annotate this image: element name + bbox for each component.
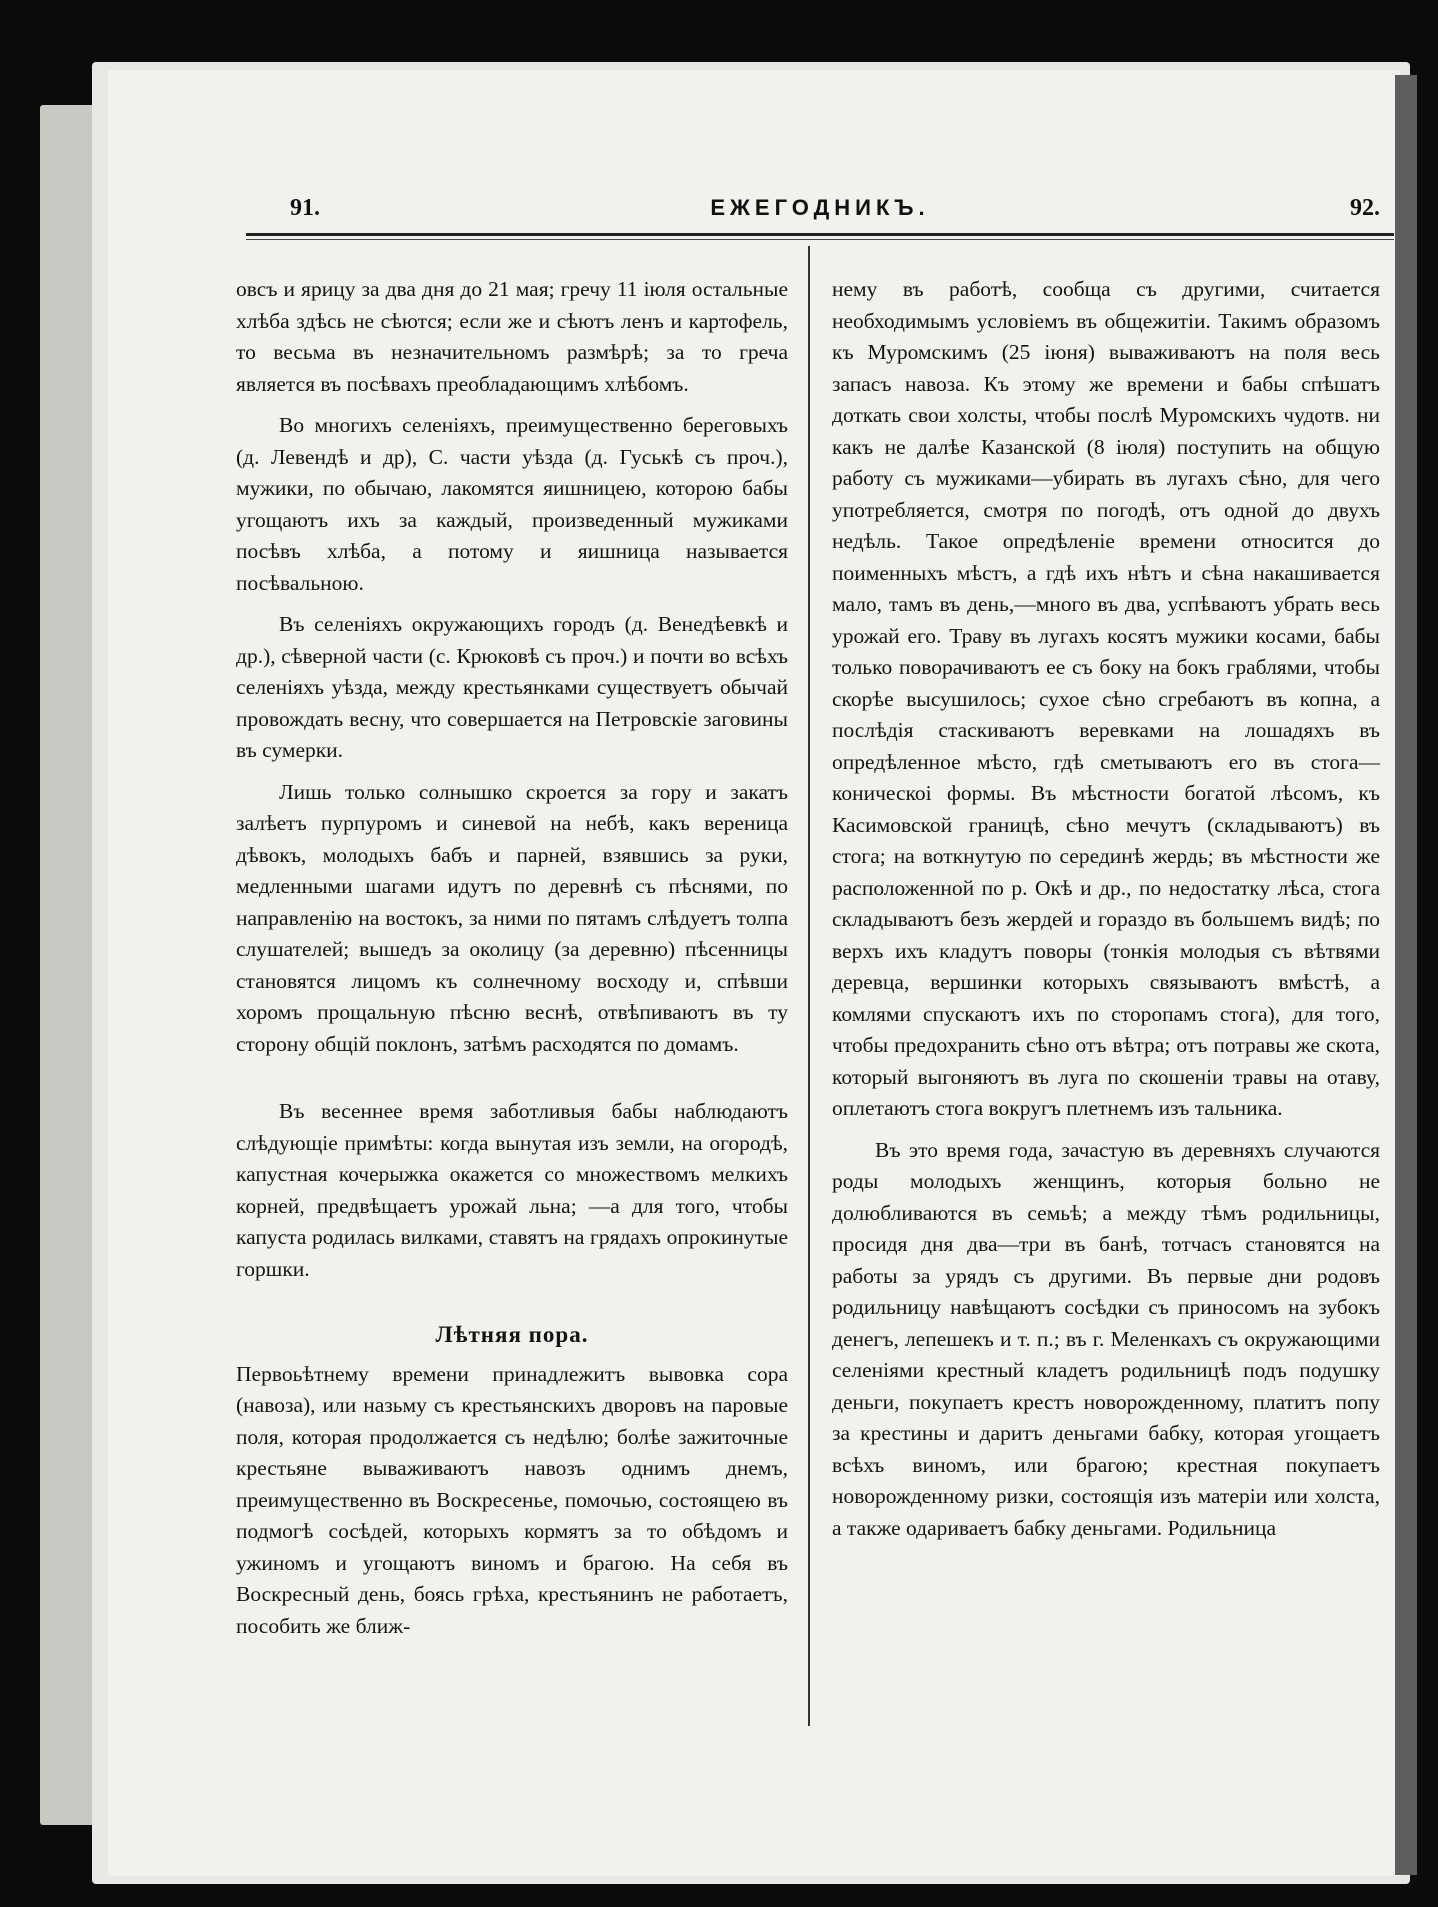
paragraph: Во многихъ селеніяхъ, преимущественно береговыхъ (д. Левендѣ и др), С. части уѣзда (д. Гуськѣ съ проч.), мужики, по обычаю, лакомятся яишницею, которою бабы угощаютъ ихъ за каждый, произведенный мужиками посѣвъ хлѣба, а потому и яишница называется посѣвальною.: [236, 413, 788, 595]
paragraph: Лишь только солнышко скроется за гору и закатъ залѣетъ пурпуромъ и синевой на небѣ, какъ вереница дѣвокъ, молодыхъ бабъ и парней, взявшись за руки, медленными шагами идутъ по деревнѣ съ пѣснями, по направленію на востокъ, за ними по пятамъ слѣдуетъ толпа слушателей; вышедъ за околицу (за деревню) пѣсенницы становятся лицомъ къ солнечному восходу и, спѣвши хоромъ прощальную пѣсню веснѣ, отвѣпиваютъ въ ту сторону общій поклонъ, затѣмъ расходятся по домамъ.: [236, 779, 788, 1056]
header-rule: [246, 233, 1394, 236]
paragraph: овсъ и ярицу за два дня до 21 мая; гречу 11 іюля остальные хлѣба здѣсь не сѣются; если же и сѣютъ ленъ и картофель, то весьма въ незначительномъ размѣрѣ; за то греча является въ посѣвахъ преобладающимъ хлѣбомъ.: [236, 277, 788, 396]
column-divider: [808, 246, 810, 1726]
left-column: [236, 274, 788, 1652]
paragraph: Въ весеннее время заботливыя бабы наблюдаютъ слѣдующіе примѣты: когда вынутая изъ земли, на огородѣ, капустная кочерыжка окажется со множествомъ мелкихъ корней, предвѣщаетъ урожай льна; —а для того, чтобы капуста родилась вилками, ставятъ на грядахъ опрокинутые горшки.: [236, 1099, 788, 1281]
paragraph: нему въ работѣ, сообща съ другими, считается необходимымъ условіемъ въ общежитіи. Такимъ образомъ къ Муромскимъ (25 іюня) вываживаютъ на поля весь запасъ навоза. Къ этому же времени и бабы спѣшатъ доткать свои холсты, чтобы послѣ Муромскихъ чудотв. ни какъ не далѣе Казанской (8 іюля) поступить на общую работу съ мужиками—убирать въ лугахъ сѣно, для чего употребляется, смотря по погодѣ, отъ одной до двухъ недѣль. Такое опредѣленіе времени относится до поименныхъ мѣстъ, а гдѣ ихъ нѣтъ и сѣна накашивается мало, тамъ въ день,—много въ два, успѣваютъ убрать весь урожай его. Траву въ лугахъ косятъ мужики косами, бабы только поворачиваютъ ее съ боку на бокъ граблями, чтобы скорѣе высушилось; сухое сѣно сгребаютъ въ копна, а послѣдія стаскиваютъ веревками на лошадяхъ въ опредѣленное мѣсто, гдѣ сметываютъ его въ стога—коническоі формы. Въ мѣстности богатой лѣсомъ, къ Касимовской границѣ, сѣно мечутъ (складываютъ) въ стога; на воткнутую по серединѣ жердь; въ мѣстности же расположенной по р. Окѣ и др., по недостатку лѣса, стога складываютъ безъ жердей и гораздо въ большемъ видѣ; по верхъ ихъ кладутъ поворы (тонкія молодыя съ вѣтвями деревца, вершинки которыхъ связываютъ вмѣстѣ, а комлями спускаютъ ихъ по сторопамъ стога), для того, чтобы предохранить сѣно отъ вѣтра; отъ потравы же скота, который выгоняютъ въ луга по скошеніи травы на отаву, оплетаютъ стога вокругъ плетнемъ изъ тальника.: [832, 277, 1380, 1120]
paragraph: Въ это время года, зачастую въ деревняхъ случаются роды молодыхъ женщинъ, которыя больно не долюбливаются въ семьѣ; а между тѣмъ родильницы, просидя дня два—три въ банѣ, тотчасъ становятся на работы за урядъ съ другими. Въ первые дни родовъ родильницу навѣщаютъ сосѣдки съ приносомъ на зубокъ денегъ, лепешекъ и т. п.; въ г. Меленкахъ съ окружающими селеніями крестный кладетъ родильницѣ подъ подушку деньги, покупаетъ крестъ новорожденному, платитъ попу за крестины и даритъ деньгами бабку, которая угощаетъ всѣхъ виномъ, или брагою; крестная покупаетъ новорожденному ризки, состоящія изъ матеріи или холста, а также одариваетъ бабку деньгами. Родильница: [832, 1137, 1380, 1540]
page-number-right: 92.: [1350, 195, 1380, 221]
page-number-left: 91.: [290, 195, 320, 221]
header-rule-thin: [246, 239, 1394, 240]
section-title: Лѣтняя пора.: [435, 1322, 589, 1347]
running-header: [245, 195, 1395, 229]
binding-strip: [1395, 75, 1417, 1875]
paragraph: Въ селеніяхъ окружающихъ городъ (д. Венедѣевкѣ и др.), сѣверной части (с. Крюковѣ съ проч.) и почти во всѣхъ селеніяхъ уѣзда, между крестьянками существуетъ обычай провождать весну, что совершается на Петровскіе заговины въ сумерки.: [236, 612, 788, 762]
right-column: [832, 274, 1380, 1554]
paragraph: Первоьѣтнему времени принадлежитъ вывовка сора (навоза), или назьму съ крестьянскихъ дворовъ на паровые поля, которая продолжается съ недѣлю; болѣе зажиточные крестьяне вываживаютъ навозъ однимъ днемъ, преимущественно въ Воскресенье, помочью, состоящею въ подмогѣ сосѣдей, которыхъ кормятъ за то обѣдомъ и ужиномъ и угощаютъ виномъ и брагою. На себя въ Воскресный день, боясь грѣха, крестьянинъ не работаетъ, пособить же ближ-: [236, 1361, 788, 1638]
journal-title: ЕЖЕГОДНИКЪ.: [710, 195, 930, 220]
